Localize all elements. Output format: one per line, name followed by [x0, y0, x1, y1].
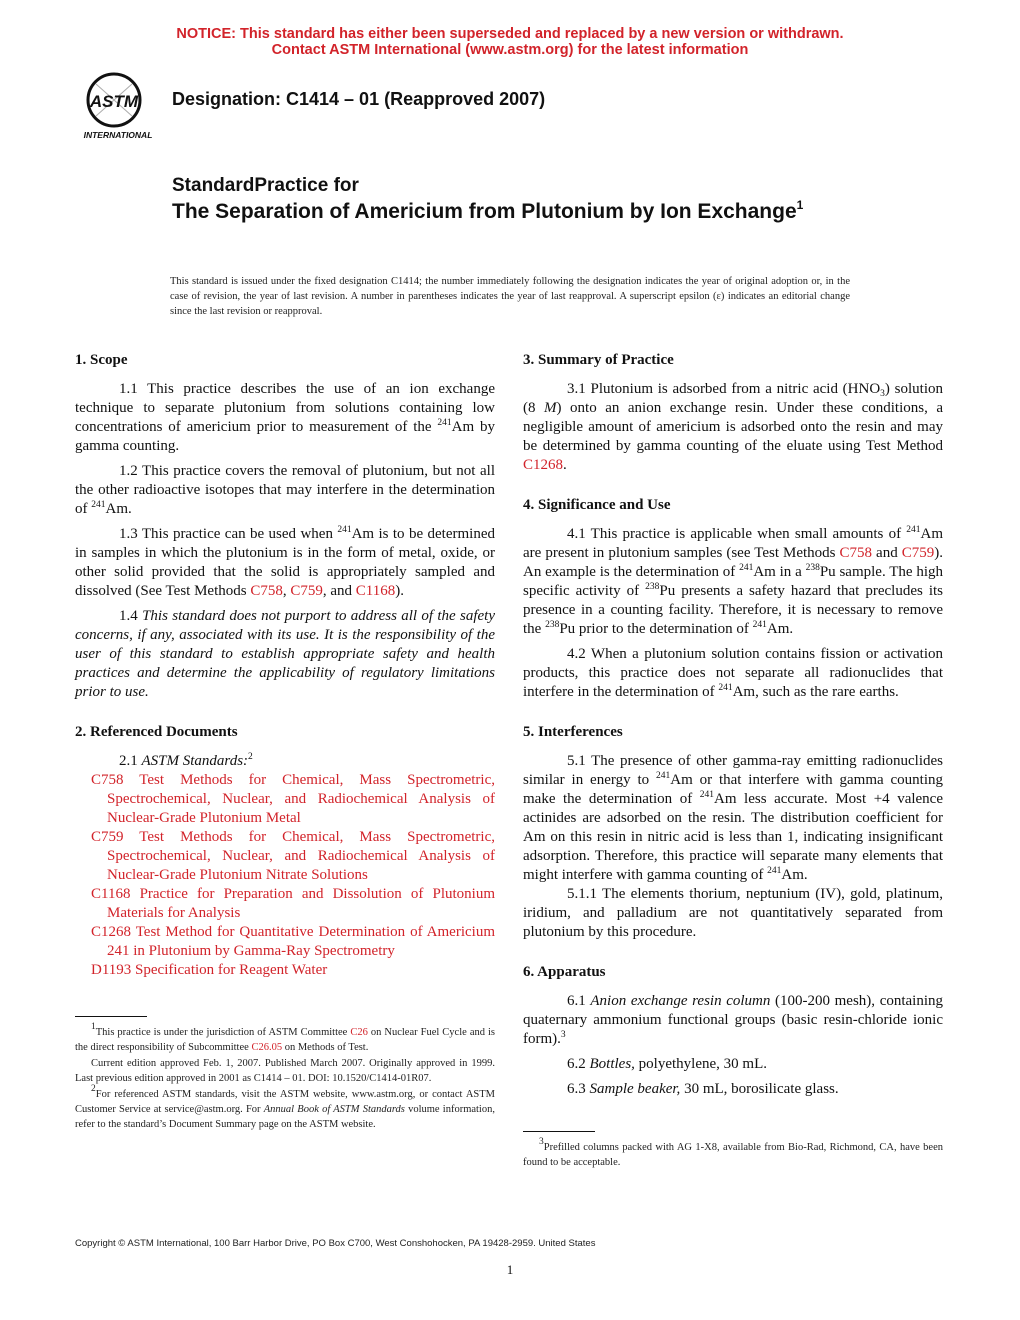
footnotes-left	[75, 1016, 495, 1133]
paragraph-1-4: 1.4 This standard does not purport to address all of the safety concerns, if any, associated with its use. It is the responsibility of the user of this standard to establish appropriate safety and health practices and determine the applicability of regulatory limitations prior to use.	[75, 608, 496, 700]
page-number: 1	[506, 1262, 514, 1277]
left-column	[75, 350, 495, 980]
link-c26[interactable]: C26	[350, 1027, 368, 1038]
link-c759[interactable]: C759	[290, 583, 323, 599]
paragraph-1-1: 1.1 This practice describes the use of an ion exchange technique to separate plutonium from solutions containing low concentrations of americium prior to measurement of the $^{241}$Am by gamma counting.	[75, 381, 495, 454]
reference-list	[75, 771, 495, 980]
section-heading-scope: 1. Scope	[75, 352, 128, 368]
copyright: Copyright © ASTM International, 100 Barr Harbor Drive, PO Box C700, West Conshohocken, PA 19428-2959. United States	[75, 1238, 596, 1249]
intro-note: This standard is issued under the fixed designation C1414; the number immediately following the designation indicates the year of original adoption or, in the case of revision, the year of last revision. A number in parentheses indicates the year of last reapproval. A superscript epsilon (ε) indicates an editorial change since the last revision or reapproval.	[170, 276, 850, 317]
paragraph-6-3: 6.3 Sample beaker, 30 mL, borosilicate glass.	[567, 1081, 839, 1097]
paragraph-6-2: 6.2 Bottles, polyethylene, 30 mL.	[567, 1056, 767, 1072]
link-c26-05[interactable]: C26.05	[251, 1042, 283, 1053]
document-title	[172, 174, 872, 225]
astm-logo	[74, 70, 164, 142]
supersede-notice	[0, 26, 1020, 58]
designation: Designation: C1414 – 01 (Reapproved 2007)	[172, 89, 546, 109]
reference-item[interactable]: C759 Test Methods for Chemical, Mass Spectrometric, Spectrochemical, Nuclear, and Radiochemical Analysis of Nuclear-Grade Plutonium Nitrate Solutions	[91, 829, 495, 883]
section-heading-interferences: 5. Interferences	[523, 724, 623, 740]
paragraph-3-1: 3.1 Plutonium is adsorbed from a nitric acid $(HNO_3)$ solution (8 M) onto an anion exchange resin. Under these conditions, a negligible amount of americium is adsorbed onto the resin and may be determined by gamma counting of the eluate using Test Method C1268.	[523, 381, 943, 473]
title-main: The Separation of Americium from Plutonium by Ion Exchange$^1$	[172, 198, 804, 223]
paragraph-1-2: 1.2 This practice covers the removal of plutonium, but not all the other radioactive isotopes that may interfere in the determination of $^{241}$Am.	[75, 463, 495, 517]
paragraph-1-3: 1.3 This practice can be used when $^{241}$Am is to be determined in samples in which the plutonium is in the form of metal, oxide, or other solid provided that the solid is appropriately sampled and dissolved (See Test Methods C758, C759, and C1168).	[75, 525, 495, 599]
paragraph-4-2: 4.2 When a plutonium solution contains fission or activation products, this practice does not separate all radionuclides that interfere in the determination of $^{241}$Am, such as the rare earths.	[523, 646, 943, 700]
paragraph-5-1: 5.1 The presence of other gamma-ray emitting radionuclides similar in energy to $^{241}$Am or that interfere with gamma counting make the determination of $^{241}$Am less accurate. Most +4 valence actinides are adsorbed on the resin. The distribution coefficient for Am on this resin in nitric acid is less than 1, indicating insignificant adsorption. Therefore, this practice will separate many elements that might interfere with gamma counting of $^{241}$Am.	[523, 753, 943, 883]
link-c758[interactable]: C758	[839, 545, 873, 561]
right-column	[523, 350, 943, 1105]
link-c759[interactable]: C759	[901, 545, 935, 561]
section-heading-apparatus: 6. Apparatus	[523, 964, 606, 980]
footnote-rule	[75, 1016, 147, 1017]
section-heading-significance: 4. Significance and Use	[523, 497, 671, 513]
logo-letters: ASTM	[89, 92, 139, 111]
link-c758[interactable]: C758	[250, 583, 283, 599]
link-c1168[interactable]: C1168	[355, 583, 396, 599]
section-heading-referenced-documents: 2. Referenced Documents	[75, 724, 238, 740]
logo-subtext: INTERNATIONAL	[83, 130, 153, 140]
footnote-1-edition: Current edition approved Feb. 1, 2007. Published March 2007. Originally approved in 1999. Last previous edition approved in 2001 as C1414 – 01. DOI: 10.1520/C1414-01R07.	[75, 1058, 495, 1084]
footnote-1: $^1$This practice is under the jurisdiction of ASTM Committee C26 on Nuclear Fuel Cycle and is the direct responsibility of Subcommittee C26.05 on Methods of Test.	[75, 1022, 495, 1053]
reference-item[interactable]: C758 Test Methods for Chemical, Mass Spectrometric, Spectrochemical, Nuclear, and Radiochemical Analysis of Nuclear-Grade Plutonium Metal	[91, 772, 495, 826]
paragraph-5-1-1: 5.1.1 The elements thorium, neptunium (IV), gold, platinum, iridium, and palladium are not quantitatively separated from plutonium by this procedure.	[523, 886, 943, 940]
paragraph-6-1: 6.1 Anion exchange resin column (100-200 mesh), containing quaternary ammonium functional groups (basic resin-chloride ionic form).$^3$	[523, 993, 944, 1047]
link-c1268[interactable]: C1268	[523, 457, 564, 473]
reference-item[interactable]: C1168 Practice for Preparation and Dissolution of Plutonium Materials for Analysis	[91, 886, 495, 921]
footnote-2: $^2$For referenced ASTM standards, visit the ASTM website, www.astm.org, or contact ASTM Customer Service at service@astm.org. For Annual Book of ASTM Standards volume information, refer to the standard’s Document Summary page on the ASTM website.	[75, 1084, 495, 1130]
reference-item[interactable]: C1268 Test Method for Quantitative Determination of Americium 241 in Plutonium by Gamma-Ray Spectrometry	[91, 924, 495, 959]
notice-line-2: Contact ASTM International (www.astm.org) for the latest information	[271, 42, 749, 58]
title-line-1: StandardPractice for	[172, 175, 359, 196]
paragraph-2-1: 2.1 ASTM Standards:$^2$	[119, 752, 253, 769]
footnote-rule	[523, 1131, 595, 1132]
footnotes-right	[523, 1131, 943, 1171]
section-heading-summary: 3. Summary of Practice	[523, 352, 674, 368]
notice-line-1: NOTICE: This standard has either been superseded and replaced by a new version or withdrawn.	[176, 26, 844, 42]
reference-item[interactable]: D1193 Specification for Reagent Water	[91, 962, 328, 978]
footnote-3: $^3$Prefilled columns packed with AG 1-X8, available from Bio-Rad, Richmond, CA, have been found to be acceptable.	[523, 1137, 943, 1168]
paragraph-4-1: 4.1 This practice is applicable when small amounts of $^{241}$Am are present in plutonium samples (see Test Methods C758 and C759). An example is the determination of $^{241}$Am in a $^{238}$Pu sample. The high specific activity of $^{238}$Pu presents a safety hazard that precludes its presence in a counting facility. Therefore, it is necessary to remove the $^{238}$Pu prior to the determination of $^{241}$Am.	[523, 525, 944, 637]
